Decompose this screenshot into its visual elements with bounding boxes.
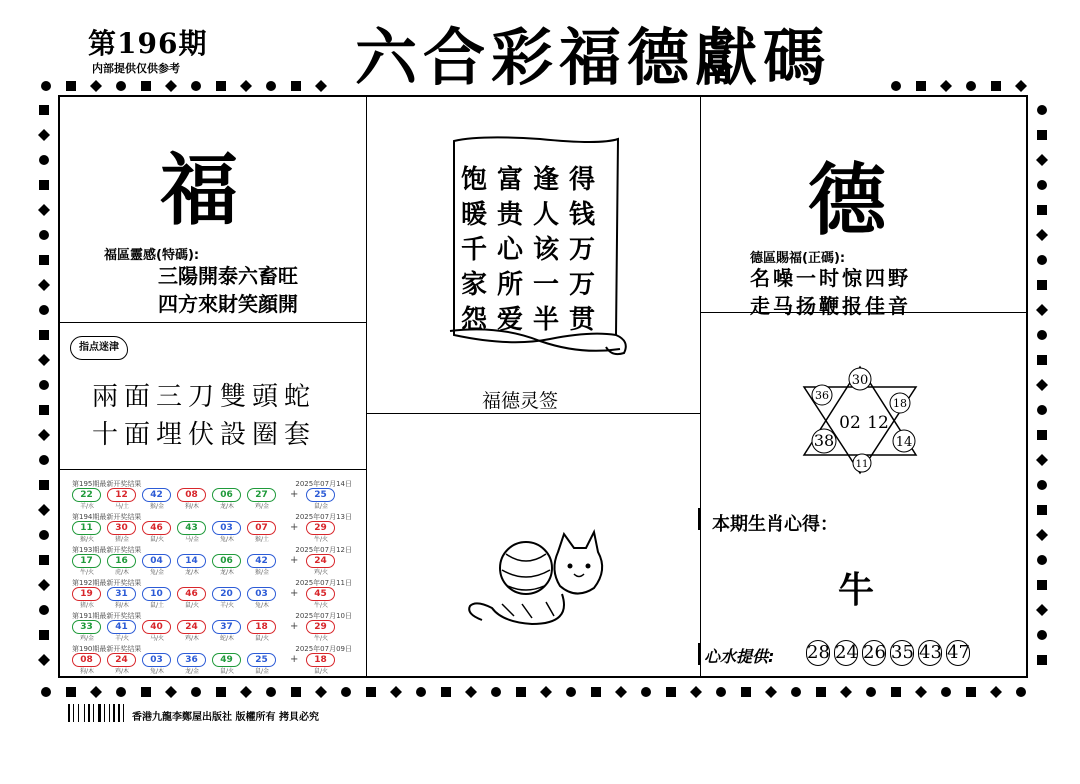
border-mark	[915, 686, 927, 698]
result-ball: 40	[142, 620, 171, 634]
de-line-2: 走马扬鞭报佳音	[750, 294, 911, 318]
result-ball: 11	[72, 521, 101, 535]
border-mark	[240, 80, 252, 92]
result-ball: 25	[247, 653, 276, 667]
result-ball: 06	[212, 554, 241, 568]
result-date: 2025年07月11日	[295, 579, 352, 587]
result-title: 第194期最新开奖结果	[72, 513, 142, 521]
border-mark	[315, 80, 327, 92]
border-mark	[1037, 205, 1047, 215]
result-zodiac: 狗/木	[79, 668, 95, 675]
heart-number: 24	[834, 640, 858, 666]
border-mark	[891, 687, 901, 697]
border-mark	[66, 687, 76, 697]
border-mark	[38, 654, 50, 666]
border-mark	[38, 579, 50, 591]
border-mark	[141, 81, 151, 91]
star-center-2: 12	[867, 413, 889, 433]
result-date: 2025年07月09日	[295, 645, 352, 653]
border-mark	[966, 687, 976, 697]
border-mark	[690, 686, 702, 698]
border-mark	[991, 81, 1001, 91]
de-char: 德	[808, 155, 887, 246]
result-ball: 19	[72, 587, 101, 601]
poem-scroll	[440, 135, 630, 357]
divider-right	[700, 97, 701, 678]
border-mark	[39, 480, 49, 490]
divider-left	[366, 97, 367, 678]
hint-verse	[92, 378, 316, 454]
border-mark	[39, 255, 49, 265]
issue-number: 第196期	[88, 27, 208, 60]
result-date: 2025年07月12日	[295, 546, 352, 554]
border-mark	[39, 155, 49, 165]
star-center-1: 02	[839, 413, 861, 433]
border-mark	[90, 686, 102, 698]
border-mark	[38, 354, 50, 366]
plus-icon: +	[290, 489, 299, 500]
fu-label: 福區靈感(特碼):	[104, 248, 200, 263]
border-mark	[416, 687, 426, 697]
poem-col-3: 富 贵 心 所 爱	[496, 165, 523, 335]
border-mark	[38, 204, 50, 216]
star-point-3: 14	[895, 435, 913, 450]
divider-hint	[60, 469, 366, 470]
result-date: 2025年07月14日	[295, 480, 352, 488]
divider-poem	[366, 413, 700, 414]
zodiac-label: 本期生肖心得：	[712, 514, 838, 535]
result-ball: 36	[177, 653, 206, 667]
border-mark	[1037, 580, 1047, 590]
border-mark	[566, 687, 576, 697]
result-zodiac: 龙/木	[184, 569, 200, 576]
result-ball: 07	[247, 521, 276, 535]
poem-col-1: 得 钱 万 万 贯	[568, 165, 595, 335]
result-ball: 12	[107, 488, 136, 502]
border-mark	[165, 686, 177, 698]
border-mark	[1036, 454, 1048, 466]
result-ball: 20	[212, 587, 241, 601]
issue-note: 内部提供仅供参考	[92, 62, 180, 75]
result-row	[68, 642, 358, 675]
border-mark	[216, 687, 226, 697]
star-diagram	[790, 365, 930, 475]
star-point-5: 38	[813, 431, 835, 450]
border-mark	[141, 687, 151, 697]
border-mark	[1016, 687, 1026, 697]
result-ball: 16	[107, 554, 136, 568]
result-ball: 25	[306, 488, 335, 502]
border-mark	[39, 630, 49, 640]
border-mark	[1037, 655, 1047, 665]
hint-line-1: 兩面三刀雙頭蛇	[92, 382, 317, 412]
result-zodiac: 兔/金	[149, 569, 165, 576]
border-mark	[1037, 105, 1047, 115]
result-zodiac: 鼠/火	[219, 668, 235, 675]
border-mark	[1036, 304, 1048, 316]
border-mark	[666, 687, 676, 697]
result-zodiac: 龙/木	[219, 569, 235, 576]
result-zodiac: 兔/木	[149, 668, 165, 675]
result-zodiac: 猴/火	[79, 536, 95, 543]
border-mark	[966, 81, 976, 91]
de-verse	[750, 264, 911, 320]
result-zodiac: 猴/金	[149, 503, 165, 510]
result-ball: 45	[306, 587, 335, 601]
heart-label: 心水提供:	[704, 647, 775, 666]
result-title: 第193期最新开奖结果	[72, 546, 142, 554]
border-mark	[1037, 255, 1047, 265]
heart-number: 28	[806, 640, 830, 666]
result-title: 第190期最新开奖结果	[72, 645, 142, 653]
plus-icon: +	[290, 522, 299, 533]
result-zodiac: 鸡/木	[184, 635, 200, 642]
result-zodiac: 鸡/金	[79, 635, 95, 642]
main-title: 六合彩福德獻碼	[355, 21, 832, 94]
result-title: 第192期最新开奖结果	[72, 579, 142, 587]
result-zodiac: 鼠/火	[254, 635, 270, 642]
border-mark	[1037, 480, 1047, 490]
border-mark	[741, 687, 751, 697]
border-mark	[1037, 355, 1047, 365]
result-zodiac: 马/土	[114, 503, 130, 510]
border-mark	[90, 80, 102, 92]
result-zodiac: 狗/木	[184, 503, 200, 510]
result-ball: 42	[247, 554, 276, 568]
border-mark	[39, 605, 49, 615]
border-mark	[1037, 505, 1047, 515]
border-mark	[1037, 630, 1047, 640]
border-mark	[266, 81, 276, 91]
result-zodiac: 鼠/土	[149, 602, 165, 609]
result-ball: 24	[177, 620, 206, 634]
result-zodiac: 蛇/木	[219, 635, 235, 642]
border-mark	[791, 687, 801, 697]
result-ball: 18	[247, 620, 276, 634]
result-ball: 43	[177, 521, 206, 535]
border-mark	[465, 686, 477, 698]
border-mark	[891, 81, 901, 91]
border-mark	[1037, 330, 1047, 340]
de-label: 德區賜福(正碼):	[750, 251, 846, 266]
border-mark	[165, 80, 177, 92]
plus-icon: +	[290, 654, 299, 665]
result-zodiac: 狗/木	[114, 602, 130, 609]
fu-char: 福	[160, 145, 239, 236]
star-point-6: 36	[815, 389, 829, 402]
border-mark	[315, 686, 327, 698]
border-mark	[1037, 130, 1047, 140]
border-mark	[341, 687, 351, 697]
result-ball: 03	[247, 587, 276, 601]
border-mark	[39, 555, 49, 565]
result-ball: 27	[247, 488, 276, 502]
border-mark	[39, 530, 49, 540]
result-zodiac: 猴/金	[254, 569, 270, 576]
footer-copyright: 香港九龍李鄭屋出版社 版權所有 拷貝必究	[132, 712, 319, 723]
result-row	[68, 510, 358, 543]
result-zodiac: 兔/木	[254, 602, 270, 609]
border-mark	[441, 687, 451, 697]
result-zodiac: 虎/木	[114, 569, 130, 576]
border-mark	[840, 686, 852, 698]
result-ball: 08	[177, 488, 206, 502]
plus-icon: +	[290, 621, 299, 632]
result-zodiac: 鼠/火	[313, 668, 329, 675]
border-mark	[291, 687, 301, 697]
border-mark	[216, 81, 226, 91]
border-mark	[1037, 280, 1047, 290]
fu-verse	[158, 262, 298, 318]
poem-col-4: 饱 暖 千 家 怨	[460, 165, 487, 335]
heart-numbers	[806, 640, 974, 666]
result-ball: 41	[107, 620, 136, 634]
result-date: 2025年07月13日	[295, 513, 352, 521]
zodiac-value: 牛	[838, 570, 875, 611]
result-zodiac: 牛/火	[313, 536, 329, 543]
result-ball: 14	[177, 554, 206, 568]
poem-col-2: 逢 人 该 一 半	[532, 165, 559, 335]
border-mark	[816, 687, 826, 697]
border-mark	[41, 81, 51, 91]
border-mark	[1036, 379, 1048, 391]
result-ball: 17	[72, 554, 101, 568]
border-mark	[191, 81, 201, 91]
result-ball: 03	[142, 653, 171, 667]
result-ball: 46	[177, 587, 206, 601]
star-point-4: 11	[855, 459, 869, 470]
border-mark	[1037, 405, 1047, 415]
result-zodiac: 兔/木	[219, 536, 235, 543]
border-mark	[240, 686, 252, 698]
border-mark	[765, 686, 777, 698]
border-mark	[390, 686, 402, 698]
result-ball: 30	[107, 521, 136, 535]
border-mark	[591, 687, 601, 697]
result-title: 第191期最新开奖结果	[72, 612, 142, 620]
border-mark	[38, 504, 50, 516]
border-mark	[39, 105, 49, 115]
border-mark	[39, 455, 49, 465]
border-mark	[116, 81, 126, 91]
result-ball: 49	[212, 653, 241, 667]
border-mark	[366, 687, 376, 697]
divider-fu	[60, 322, 366, 323]
result-zodiac: 鼠/火	[149, 536, 165, 543]
result-date: 2025年07月10日	[295, 612, 352, 620]
hint-badge: 指点迷津	[70, 336, 128, 360]
de-line-1: 名噪一时惊四野	[750, 266, 911, 290]
border-mark	[1037, 555, 1047, 565]
star-point-1: 30	[851, 373, 869, 388]
result-row	[68, 609, 358, 642]
star-point-2: 18	[893, 397, 907, 410]
border-mark	[38, 429, 50, 441]
border-mark	[940, 80, 952, 92]
result-zodiac: 牛/火	[79, 569, 95, 576]
border-mark	[866, 687, 876, 697]
result-zodiac: 马/火	[149, 635, 165, 642]
border-mark	[516, 687, 526, 697]
result-zodiac: 牛/火	[313, 602, 329, 609]
heart-number: 43	[918, 640, 942, 666]
fu-line-2: 四方來財笑顔開	[158, 292, 298, 316]
result-ball: 29	[306, 620, 335, 634]
result-zodiac: 羊/火	[114, 635, 130, 642]
result-zodiac: 鼠/金	[254, 668, 270, 675]
border-mark	[39, 405, 49, 415]
heart-bar	[698, 643, 700, 665]
result-ball: 06	[212, 488, 241, 502]
border-mark	[990, 686, 1002, 698]
border-mark	[38, 129, 50, 141]
border-mark	[540, 686, 552, 698]
border-mark	[39, 230, 49, 240]
result-row	[68, 543, 358, 576]
result-title: 第195期最新开奖结果	[72, 480, 142, 488]
result-ball: 31	[107, 587, 136, 601]
result-ball: 24	[107, 653, 136, 667]
result-ball: 03	[212, 521, 241, 535]
border-mark	[266, 687, 276, 697]
border-mark	[716, 687, 726, 697]
barcode-icon	[68, 704, 128, 722]
result-zodiac: 鼠/金	[313, 503, 329, 510]
result-row	[68, 576, 358, 609]
zodiac-bar	[698, 508, 700, 530]
fu-line-1: 三陽開泰六畜旺	[158, 264, 298, 288]
result-ball: 37	[212, 620, 241, 634]
result-zodiac: 鸡/木	[114, 668, 130, 675]
border-mark	[491, 687, 501, 697]
cats-illustration	[462, 524, 622, 634]
border-mark	[615, 686, 627, 698]
border-mark	[191, 687, 201, 697]
border-mark	[66, 81, 76, 91]
result-zodiac: 猪/金	[114, 536, 130, 543]
result-ball: 24	[306, 554, 335, 568]
border-mark	[39, 380, 49, 390]
border-mark	[39, 180, 49, 190]
border-mark	[1015, 80, 1027, 92]
border-mark	[941, 687, 951, 697]
heart-number: 26	[862, 640, 886, 666]
border-mark	[116, 687, 126, 697]
result-ball: 46	[142, 521, 171, 535]
result-zodiac: 鼠/火	[184, 602, 200, 609]
result-zodiac: 鸡/金	[254, 503, 270, 510]
result-ball: 04	[142, 554, 171, 568]
result-ball: 08	[72, 653, 101, 667]
poem-caption: 福德灵签	[482, 390, 559, 412]
result-ball: 22	[72, 488, 101, 502]
plus-icon: +	[290, 588, 299, 599]
hint-line-2: 十面埋伏設圈套	[92, 420, 317, 450]
border-mark	[1036, 604, 1048, 616]
result-zodiac: 猪/水	[79, 602, 95, 609]
result-zodiac: 龙/金	[184, 668, 200, 675]
border-mark	[1036, 154, 1048, 166]
border-mark	[1037, 180, 1047, 190]
result-zodiac: 羊/火	[219, 602, 235, 609]
result-ball: 33	[72, 620, 101, 634]
border-mark	[641, 687, 651, 697]
border-mark	[1036, 529, 1048, 541]
result-ball: 18	[306, 653, 335, 667]
result-ball: 10	[142, 587, 171, 601]
result-zodiac: 羊/水	[79, 503, 95, 510]
border-mark	[1037, 430, 1047, 440]
border-mark	[39, 305, 49, 315]
heart-number: 35	[890, 640, 914, 666]
border-mark	[291, 81, 301, 91]
border-mark	[41, 687, 51, 697]
result-ball: 29	[306, 521, 335, 535]
result-zodiac: 牛/火	[313, 635, 329, 642]
border-mark	[916, 81, 926, 91]
result-ball: 42	[142, 488, 171, 502]
result-zodiac: 猴/土	[254, 536, 270, 543]
result-zodiac: 鸡/火	[313, 569, 329, 576]
border-mark	[38, 279, 50, 291]
result-zodiac: 马/金	[184, 536, 200, 543]
result-row	[68, 477, 358, 510]
border-mark	[1036, 229, 1048, 241]
heart-number: 47	[946, 640, 970, 666]
plus-icon: +	[290, 555, 299, 566]
result-zodiac: 龙/木	[219, 503, 235, 510]
border-mark	[39, 330, 49, 340]
